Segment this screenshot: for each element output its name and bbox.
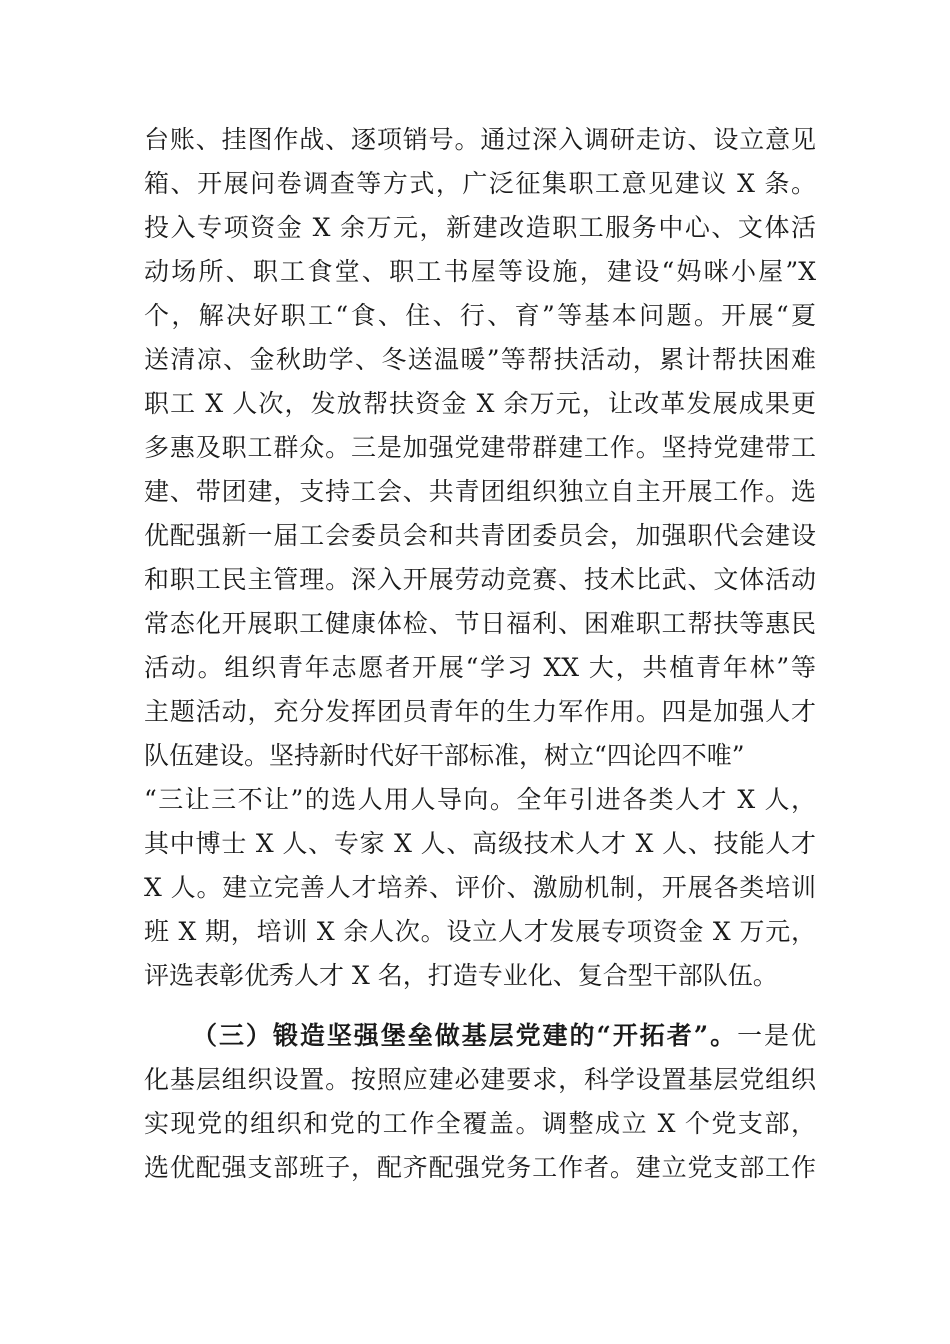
paragraph-line: 职工 X 人次，发放帮扶资金 X 余万元，让改革发展成果更 <box>144 389 816 418</box>
paragraph-line: 常态化开展职工健康体检、节日福利、困难职工帮扶等惠民 <box>144 609 816 638</box>
paragraph-line: X 人。建立完善人才培养、评价、激励机制，开展各类培训 <box>144 873 816 902</box>
paragraph-line: 队伍建设。坚持新时代好干部标准，树立“四论四不唯” <box>144 741 745 770</box>
paragraph-line: 箱、开展问卷调查等方式，广泛征集职工意见建议 X 条。 <box>144 169 816 198</box>
paragraph-line: 实现党的组织和党的工作全覆盖。调整成立 X 个党支部， <box>144 1109 816 1138</box>
paragraph-line: 评选表彰优秀人才 X 名，打造专业化、复合型干部队伍。 <box>144 961 778 990</box>
paragraph-line: 选优配强支部班子，配齐配强党务工作者。建立党支部工作 <box>144 1153 816 1182</box>
paragraph-line: 其中博士 X 人、专家 X 人、高级技术人才 X 人、技能人才 <box>144 829 816 858</box>
paragraph-line: 个，解决好职工“食、住、行、育”等基本问题。开展“夏 <box>144 301 816 330</box>
paragraph-line: “三让三不让”的选人用人导向。全年引进各类人才 X 人， <box>144 785 816 814</box>
paragraph-line: 活动。组织青年志愿者开展“学习 XX 大，共植青年林”等 <box>144 653 816 682</box>
paragraph-line: 台账、挂图作战、逐项销号。通过深入调研走访、设立意见 <box>144 125 816 154</box>
paragraph-line: 多惠及职工群众。三是加强党建带群建工作。坚持党建带工 <box>144 433 816 462</box>
paragraph-line: 优配强新一届工会委员会和共青团委员会，加强职代会建设 <box>144 521 816 550</box>
paragraph-line: 投入专项资金 X 余万元，新建改造职工服务中心、文体活 <box>144 213 816 242</box>
section-heading-line <box>192 1014 816 1058</box>
paragraph-line: 主题活动，充分发挥团员青年的生力军作用。四是加强人才 <box>144 697 816 726</box>
paragraph-line: 和职工民主管理。深入开展劳动竞赛、技术比武、文体活动 <box>144 565 816 594</box>
section-heading: （三）锻造坚强堡垒做基层党建的“开拓者”。 <box>192 1021 738 1050</box>
section-heading-continuation: 一是优 <box>737 1021 816 1050</box>
paragraph-line: 建、带团建，支持工会、共青团组织独立自主开展工作。选 <box>144 477 816 506</box>
paragraph-line: 动场所、职工食堂、职工书屋等设施，建设“妈咪小屋”X <box>144 257 816 286</box>
paragraph-line: 化基层组织设置。按照应建必建要求，科学设置基层党组织 <box>144 1065 816 1094</box>
paragraph-line: 送清凉、金秋助学、冬送温暖”等帮扶活动，累计帮扶困难 <box>144 345 816 374</box>
paragraph-line: 班 X 期，培训 X 余人次。设立人才发展专项资金 X 万元， <box>144 917 816 946</box>
